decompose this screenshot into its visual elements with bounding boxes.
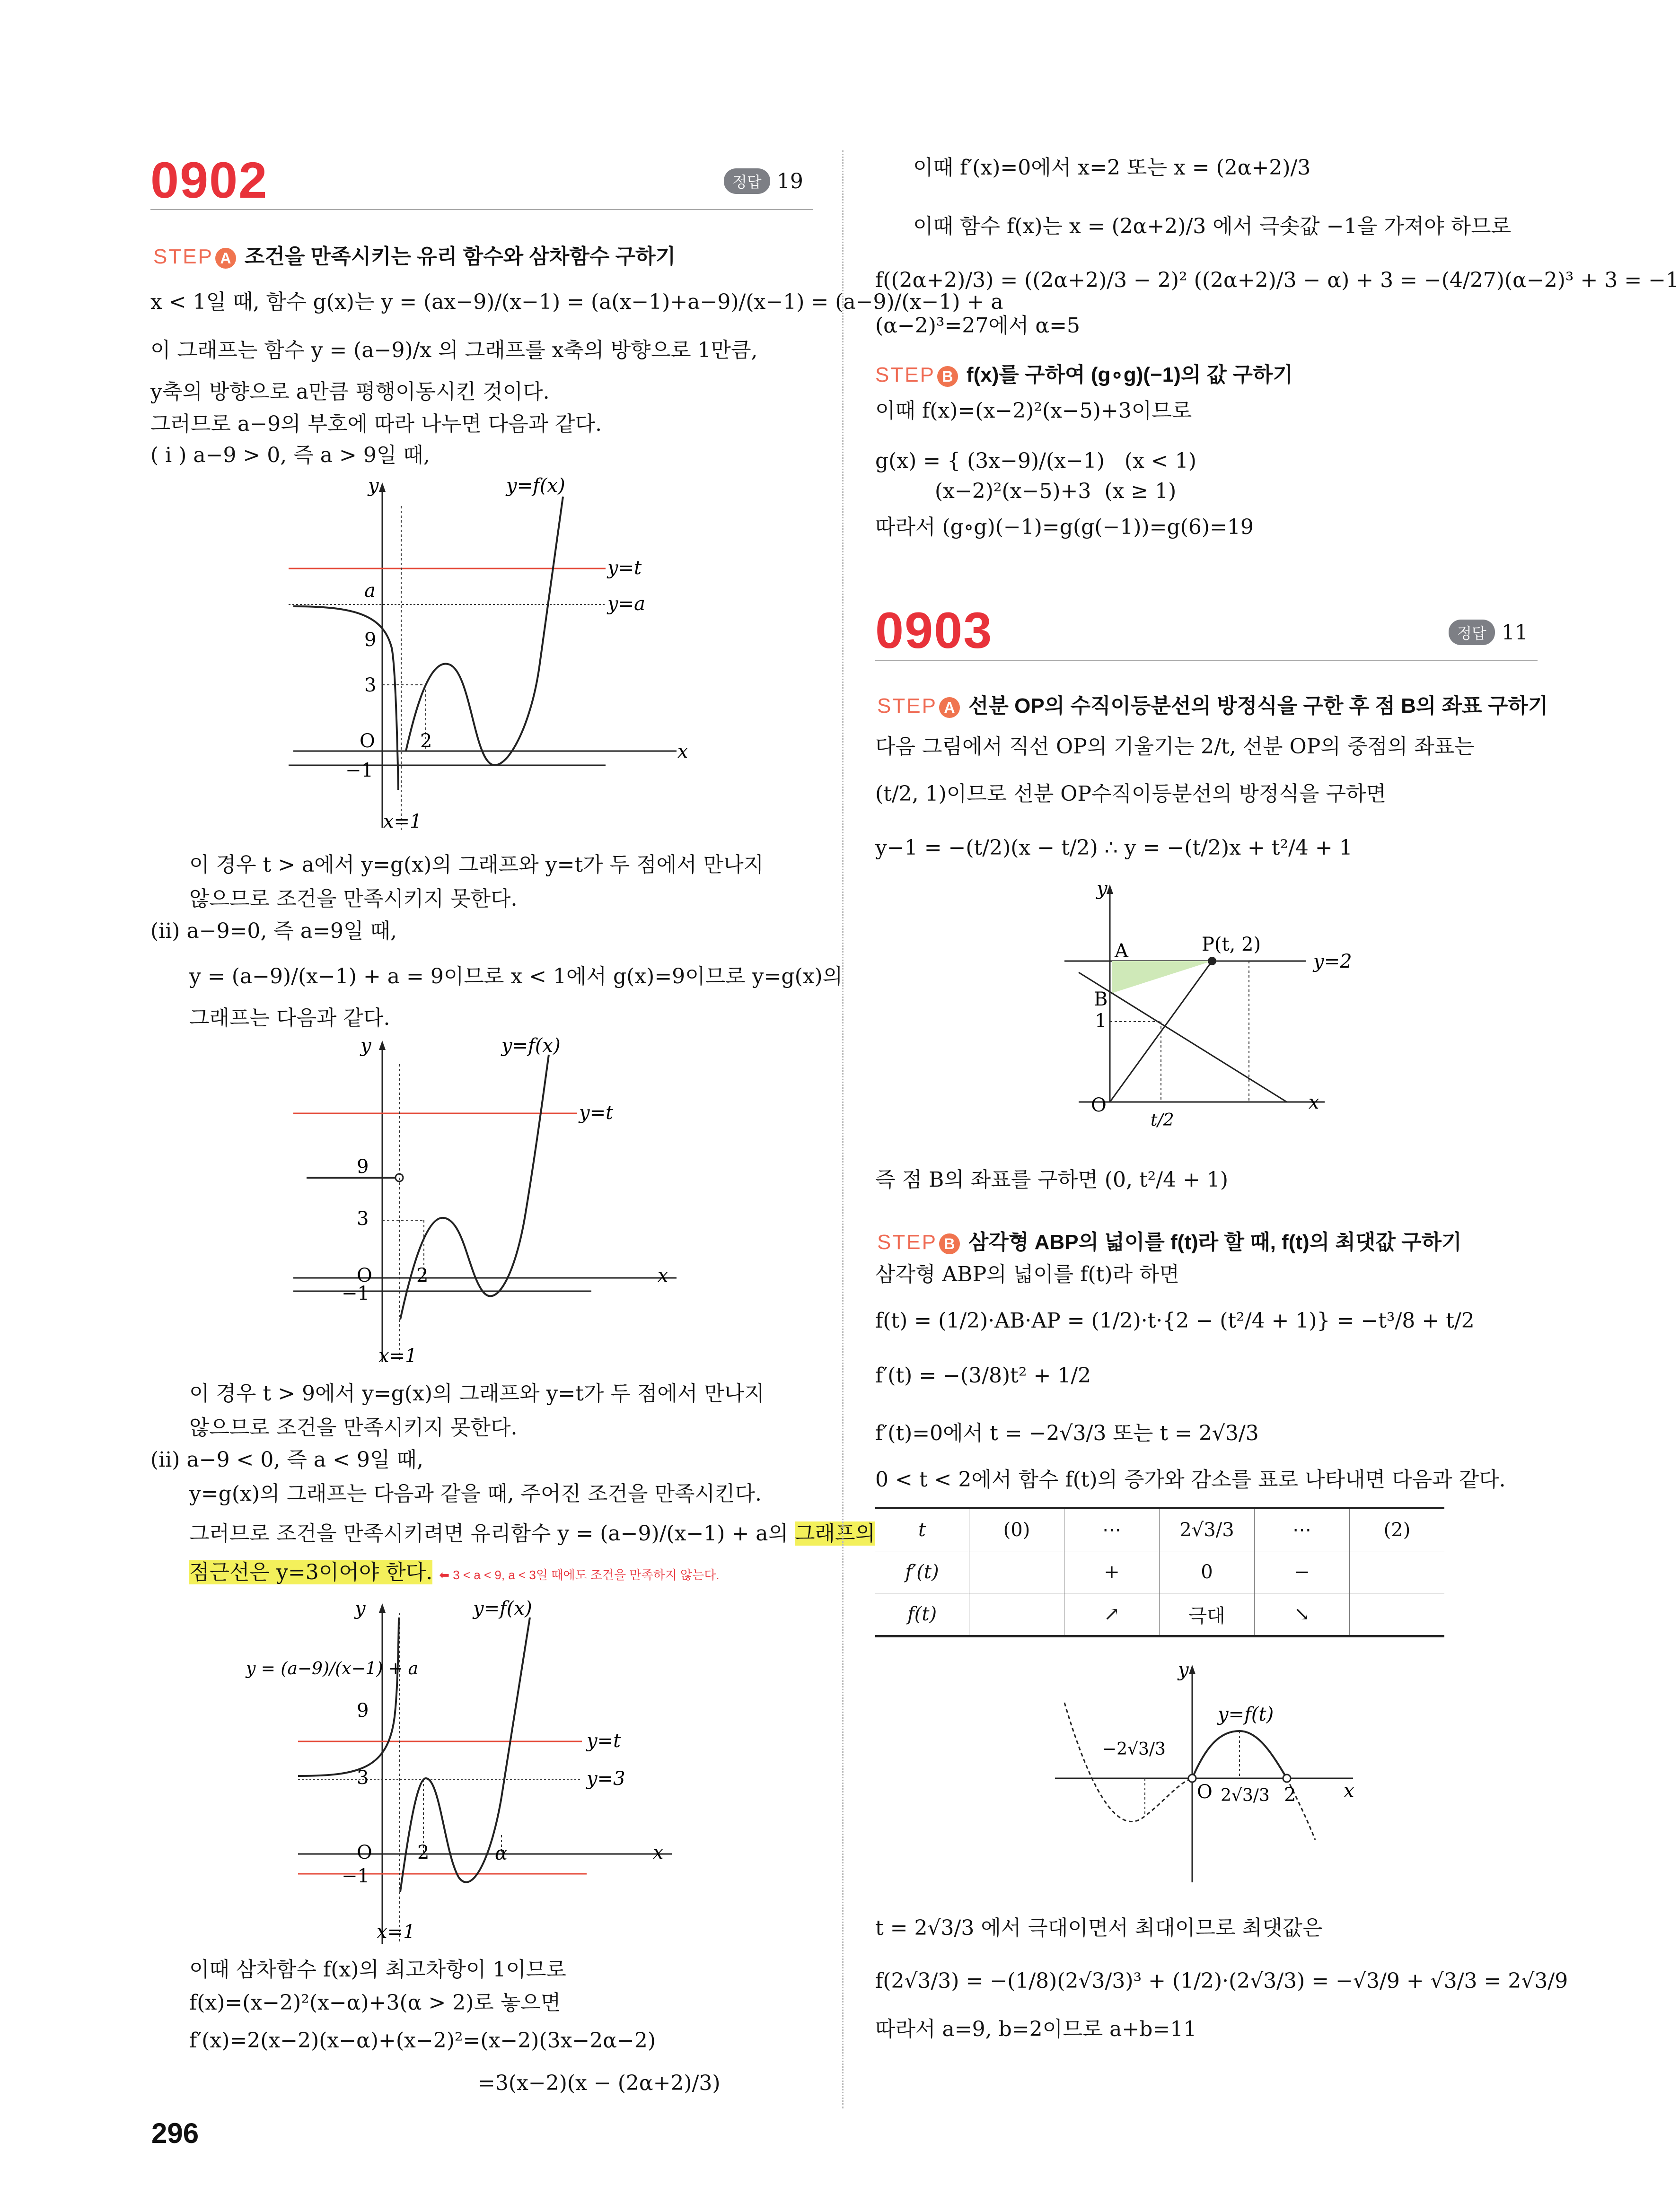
right-top-1: 이때 f′(x)=0에서 x=2 또는 x = (2α+2)/3 bbox=[913, 156, 1311, 180]
right-top-3: f((2α+2)/3) = ((2α+2)/3 − 2)² ((2α+2)/3 − α) + 3 = −(4/27)(α−2)³ + 3 = −1 bbox=[875, 268, 1679, 292]
cubic-curve bbox=[406, 497, 563, 765]
x-axis-label: x bbox=[677, 741, 688, 762]
point-b-coord: 즉 점 B의 좌표를 구하면 (0, t²/4 + 1) bbox=[875, 1168, 1229, 1192]
step-a-heading bbox=[153, 239, 676, 270]
svg-text:y: y bbox=[360, 1035, 371, 1057]
svg-text:t/2: t/2 bbox=[1151, 1110, 1174, 1130]
case2-after-2: 않으므로 조건을 만족시키지 못한다. bbox=[189, 1416, 518, 1440]
svg-text:x: x bbox=[1309, 1092, 1319, 1113]
svg-text:y=f(x): y=f(x) bbox=[473, 1598, 532, 1619]
svg-text:y: y bbox=[1097, 878, 1108, 900]
svg-text:9: 9 bbox=[357, 1156, 369, 1178]
step-b-line-4: 따라서 (g∘g)(−1)=g(g(−1))=g(6)=19 bbox=[875, 515, 1254, 539]
svg-text:−2√3/3: −2√3/3 bbox=[1102, 1740, 1166, 1759]
curve-label: y=f(x) bbox=[506, 475, 565, 497]
case3-text-2 bbox=[189, 1520, 875, 1548]
problem-number-0903: 0903 bbox=[875, 602, 993, 659]
page-number: 296 bbox=[151, 2117, 199, 2149]
table-row: t (0) ⋯ 2√3/3 ⋯ (2) bbox=[875, 1508, 1444, 1551]
case1-text-2: 않으므로 조건을 만족시키지 못한다. bbox=[189, 887, 518, 911]
svg-text:O: O bbox=[1091, 1094, 1107, 1116]
svg-text:y = (a−9)/(x−1) + a: y = (a−9)/(x−1) + a bbox=[246, 1659, 419, 1679]
0903-end-2: f(2√3/3) = −(1/8)(2√3/3)³ + (1/2)·(2√3/3) = −√3/9 + √3/3 = 2√3/9 bbox=[875, 1969, 1568, 1993]
step-b-heading-0903: STEP B 삼각형 ABP의 넓이를 f(t)라 할 때, f(t)의 최댓값 구하기 bbox=[877, 1231, 1462, 1254]
svg-text:P(t, 2): P(t, 2) bbox=[1202, 934, 1261, 955]
end-line-4: =3(x−2)(x − (2α+2)/3) bbox=[478, 2071, 721, 2095]
case3-text-1: y=g(x)의 그래프는 다음과 같을 때, 주어진 조건을 만족시킨다. bbox=[189, 1482, 762, 1506]
case2-text-1: y = (a−9)/(x−1) + a = 9이므로 x < 1에서 g(x)=9이므로 y=g(x)의 bbox=[189, 964, 843, 988]
svg-text:O: O bbox=[357, 1842, 372, 1863]
graph-case1 bbox=[284, 475, 710, 837]
step-title: 조건을 만족시키는 유리 함수와 삼차함수 구하기 bbox=[244, 245, 676, 268]
case2-head: (ii) a−9=0, 즉 a=9일 때, bbox=[150, 919, 397, 943]
line-1: x < 1일 때, 함수 g(x)는 y = (ax−9)/(x−1) = (a(x−1)+a−9)/(x−1) = (a−9)/(x−1) + a bbox=[150, 290, 1003, 314]
answer-value: 19 bbox=[776, 169, 803, 193]
asymptote-label: x=1 bbox=[383, 811, 422, 832]
tick-minus1: −1 bbox=[345, 760, 373, 781]
0903-b-line-5: 0 < t < 2에서 함수 f(t)의 증가와 감소를 표로 나타내면 다음과 같다. bbox=[875, 1468, 1506, 1492]
step-b-heading-0902: STEP B f(x)를 구하여 (g∘g)(−1)의 값 구하기 bbox=[875, 363, 1293, 386]
step-label: STEP bbox=[153, 245, 213, 268]
line-5: ( i ) a−9 > 0, 즉 a > 9일 때, bbox=[150, 443, 430, 467]
case3-text-3 bbox=[189, 1559, 720, 1589]
0903-line-2: (t/2, 1)이므로 선분 OP수직이등분선의 방정식을 구하면 bbox=[875, 782, 1386, 806]
highlight-2: 점근선은 y=3이어야 한다. bbox=[189, 1560, 433, 1584]
tick-3: 3 bbox=[364, 674, 377, 696]
svg-text:O: O bbox=[1197, 1781, 1213, 1803]
svg-text:y: y bbox=[1178, 1659, 1189, 1681]
svg-text:B: B bbox=[1094, 988, 1108, 1010]
side-note: ⬅ 3 < a < 9, a < 3일 때에도 조건을 만족하지 않는다. bbox=[439, 1568, 720, 1582]
svg-text:x: x bbox=[1344, 1780, 1354, 1802]
end-line-2: f(x)=(x−2)²(x−α)+3(α > 2)로 놓으면 bbox=[189, 1991, 561, 2015]
line-2: 이 그래프는 함수 y = (a−9)/x 의 그래프를 x축의 방향으로 1만큼, bbox=[150, 338, 758, 362]
step-a-heading-0903: STEP A 선분 OP의 수직이등분선의 방정식을 구한 후 점 B의 좌표 구하기 bbox=[877, 694, 1548, 717]
svg-text:y=2: y=2 bbox=[1313, 951, 1352, 972]
step-b-line-1: 이때 f(x)=(x−2)²(x−5)+3이므로 bbox=[875, 399, 1192, 423]
answer-0902 bbox=[724, 168, 803, 194]
triangle-ABP bbox=[1112, 961, 1212, 993]
line-4: 그러므로 a−9의 부호에 따라 나누면 다음과 같다. bbox=[150, 412, 602, 436]
line-t-label: y=t bbox=[607, 557, 642, 579]
step-b-line-2: g(x) = { (3x−9)/(x−1) (x < 1) bbox=[875, 449, 1196, 473]
svg-text:2: 2 bbox=[1284, 1784, 1296, 1806]
svg-text:y=t: y=t bbox=[587, 1730, 621, 1752]
svg-text:3: 3 bbox=[357, 1767, 369, 1789]
right-top-4: (α−2)³=27에서 α=5 bbox=[875, 314, 1080, 338]
0903-b-line-2: f(t) = (1/2)·AB·AP = (1/2)·t·{2 − (t²/4 + 1)} = −t³/8 + t/2 bbox=[875, 1309, 1475, 1333]
case3-text-2a: 그러므로 조건을 만족시키려면 유리함수 y = (a−9)/(x−1) + a의 bbox=[189, 1521, 795, 1546]
end-line-3: f′(x)=2(x−2)(x−α)+(x−2)²=(x−2)(3x−2α−2) bbox=[189, 2028, 656, 2053]
line-a-label: y=a bbox=[607, 593, 645, 615]
svg-text:9: 9 bbox=[357, 1700, 369, 1722]
title-rule-0903 bbox=[875, 660, 1538, 661]
svg-text:3: 3 bbox=[357, 1208, 369, 1230]
svg-text:y=f(t): y=f(t) bbox=[1218, 1704, 1274, 1725]
tick-2: 2 bbox=[420, 730, 432, 752]
svg-text:y=3: y=3 bbox=[587, 1768, 625, 1790]
svg-text:α: α bbox=[495, 1843, 508, 1864]
case2-text-2: 그래프는 다음과 같다. bbox=[189, 1006, 390, 1030]
case3-head: (ii) a−9 < 0, 즉 a < 9일 때, bbox=[150, 1448, 423, 1472]
0903-b-line-4: f′(t)=0에서 t = −2√3/3 또는 t = 2√3/3 bbox=[875, 1421, 1259, 1445]
end-line-1: 이때 삼차함수 f(x)의 최고차항이 1이므로 bbox=[189, 1958, 566, 1982]
increase-decrease-table bbox=[875, 1507, 1444, 1637]
svg-text:2√3/3: 2√3/3 bbox=[1221, 1786, 1270, 1805]
graph-case2 bbox=[284, 1036, 710, 1367]
graph-case3 bbox=[237, 1599, 691, 1949]
0903-line-3: y−1 = −(t/2)(x − t/2) ∴ y = −(t/2)x + t²/4 + 1 bbox=[875, 836, 1353, 860]
svg-text:O: O bbox=[357, 1265, 372, 1286]
svg-text:1: 1 bbox=[1095, 1010, 1107, 1032]
case2-after-1: 이 경우 t > 9에서 y=g(x)의 그래프와 y=t가 두 점에서 만나지 bbox=[189, 1381, 765, 1406]
0903-b-line-1: 삼각형 ABP의 넓이를 f(t)라 하면 bbox=[875, 1262, 1179, 1286]
svg-text:x: x bbox=[653, 1842, 664, 1863]
table-row: f′(t) + 0 − bbox=[875, 1551, 1444, 1593]
tick-9: 9 bbox=[364, 629, 377, 651]
svg-text:x: x bbox=[658, 1265, 668, 1286]
graph-f-t bbox=[1050, 1660, 1381, 1887]
svg-text:x=1: x=1 bbox=[378, 1345, 417, 1367]
case1-text-1: 이 경우 t > a에서 y=g(x)의 그래프와 y=t가 두 점에서 만나지 bbox=[189, 853, 764, 877]
right-top-2: 이때 함수 f(x)는 x = (2α+2)/3 에서 극솟값 −1을 가져야 하므로 bbox=[913, 214, 1512, 238]
svg-text:y=f(x): y=f(x) bbox=[501, 1035, 561, 1057]
answer-badge: 정답 bbox=[724, 168, 770, 194]
0903-b-line-3: f′(t) = −(3/8)t² + 1/2 bbox=[875, 1364, 1091, 1388]
svg-text:2: 2 bbox=[417, 1842, 430, 1863]
step-letter: A bbox=[215, 248, 236, 269]
table-row: f(t) ↗ 극대 ↘ bbox=[875, 1593, 1444, 1636]
svg-text:A: A bbox=[1115, 940, 1128, 962]
0903-line-1: 다음 그림에서 직선 OP의 기울기는 2/t, 선분 OP의 중점의 좌표는 bbox=[875, 734, 1475, 759]
answer-0903: 정답 11 bbox=[1449, 620, 1528, 645]
svg-text:−1: −1 bbox=[342, 1865, 369, 1887]
svg-text:y=t: y=t bbox=[579, 1102, 614, 1124]
svg-text:−1: −1 bbox=[342, 1283, 369, 1304]
problem-number-0902: 0902 bbox=[150, 151, 268, 209]
tick-a: a bbox=[364, 580, 376, 602]
svg-text:x=1: x=1 bbox=[377, 1921, 415, 1943]
highlight-1: 그래프의 bbox=[795, 1521, 876, 1546]
step-b-line-3: (x−2)²(x−5)+3 (x ≥ 1) bbox=[875, 479, 1177, 503]
column-divider bbox=[842, 150, 844, 2108]
svg-text:y: y bbox=[355, 1598, 366, 1619]
0903-end-1: t = 2√3/3 에서 극대이면서 최대이므로 최댓값은 bbox=[875, 1916, 1323, 1940]
graph-perpendicular bbox=[1050, 880, 1381, 1145]
title-rule bbox=[150, 209, 813, 210]
0903-end-3: 따라서 a=9, b=2이므로 a+b=11 bbox=[875, 2017, 1197, 2041]
y-axis-label: y bbox=[368, 475, 379, 497]
origin: O bbox=[360, 730, 375, 752]
line-3: y축의 방향으로 a만큼 평행이동시킨 것이다. bbox=[150, 380, 550, 404]
svg-text:2: 2 bbox=[416, 1265, 429, 1286]
